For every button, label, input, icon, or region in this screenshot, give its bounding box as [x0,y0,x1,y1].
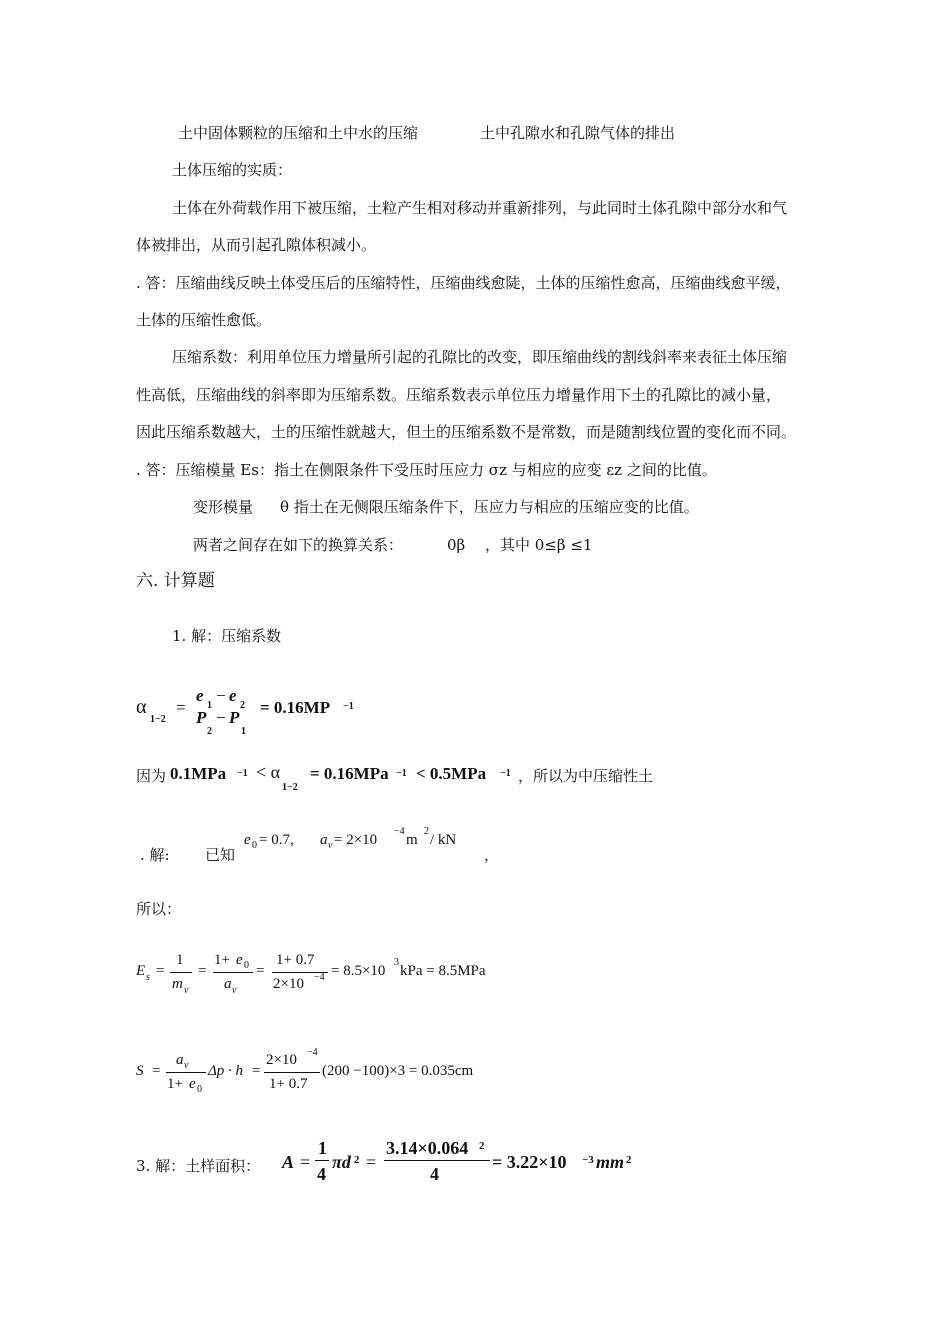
q2-label: . 解: [140,846,170,864]
es-lhs-sub: s [146,972,150,983]
text-line-12b: 0β [447,536,466,554]
text-line-6: 土体的压缩性愈低。 [136,311,272,329]
s-mid: Δp · h [208,1063,244,1079]
q3-f2-num-sup: 2 [479,1140,485,1152]
text-line-5: . 答：压缩曲线反映土体受压后的压缩特性，压缩曲线愈陡，土体的压缩性愈高，压缩曲线愈平缓， [136,274,791,292]
q1-formula [136,686,396,746]
f3-den: 2×10 [273,976,304,992]
s-eq-2: = [252,1063,261,1079]
text-line-7: 压缩系数：利用单位压力增量所引起的孔隙比的改变，即压缩曲线的割线斜率来表征土体压缩 [172,348,788,366]
e0-value: = 0.7, [259,832,294,848]
es-lhs: E [136,963,146,979]
f2-den-sub: v [232,985,237,996]
q2-so: 所以： [136,900,182,918]
f2-num-sub: 0 [244,960,249,971]
text-line-8: 性高低，压缩曲线的斜率即为压缩系数。压缩系数表示单位压力增量作用下土的孔隙比的减小量， [136,386,782,404]
text-line-2: 土体压缩的实质： [172,161,293,179]
q3-f1-num: 1 [318,1138,327,1158]
equals-sign: = [176,698,186,717]
denominator-minus: − [216,708,226,727]
q3-result: = 3.22×10 [492,1152,567,1172]
q3-label: 3. 解：土样面积： [136,1157,261,1175]
bound-high: < 0.5MPa [416,764,487,783]
av-unit: m [406,832,418,848]
s-num: a [176,1052,184,1068]
s-lhs: S [136,1063,144,1079]
av-symbol: a [320,832,328,848]
q3-pi-d: πd [332,1152,351,1172]
es-result-tail: kPa = 8.5MPa [400,963,486,979]
q3-f2-den: 4 [430,1164,439,1184]
q3-pi-sup: 2 [354,1154,360,1166]
av-subscript: v [328,840,333,851]
f3-den-sup: −4 [314,972,325,983]
bound-low-sup: −1 [237,768,248,779]
text-line-1b: 土中孔隙水和孔隙气体的排出 [480,124,676,142]
q1-result: = 0.16MP [260,698,331,717]
s-f-num: 2×10 [266,1052,297,1068]
bound-low: 0.1MPa [170,764,227,783]
numerator-minus: − [216,686,226,705]
av-unit-tail: / kN [430,832,457,848]
eq-3: = [256,963,265,979]
denominator-sub2: 2 [207,726,212,737]
q1-label: 1. 解：压缩系数 [172,627,282,645]
s-bar [166,1072,206,1073]
q2-given [244,826,484,856]
av-exponent: −4 [394,826,405,837]
denominator-sub1: 1 [241,726,246,737]
s-den-sub: 0 [197,1084,202,1095]
numerator-e2: e [229,686,237,705]
text-line-9: 因此压缩系数越大，土的压缩性就越大，但土的压缩系数不是常数，而是随割线位置的变化而不同。 [136,423,797,441]
q3-f1-den: 4 [317,1164,326,1184]
conclusion-text: ，所以为中压缩性土 [518,767,654,785]
alpha-subscript: 1−2 [150,714,166,725]
f2-num-e: e [236,952,243,968]
es-formula [136,950,536,1000]
denominator-p2: P [196,708,207,727]
text-line-3: 土体在外荷载作用下被压缩，土粒产生相对移动并重新排列，与此同时土体孔隙中部分水和气 [172,199,788,217]
s-eq: = [152,1063,161,1079]
q3-formula [282,1136,662,1192]
f2-bar [213,972,253,973]
f2-den: a [224,976,232,992]
text-line-1a: 土中固体颗粒的压缩和土中水的压缩 [178,124,419,142]
q3-f1-bar [315,1160,329,1161]
s-num-sub: v [184,1060,189,1071]
f2-num: 1+ [214,952,230,968]
av-value: = 2×10 [334,832,378,848]
less-than-alpha: < α [256,762,281,782]
s-f-num-sup: −4 [307,1047,318,1058]
middle-value-sup: −1 [396,768,407,779]
bound-high-sup: −1 [500,768,511,779]
q3-result-unit-sup: 2 [626,1154,632,1166]
q2-comma: ， [484,846,500,864]
es-result-sup: 3 [394,957,399,968]
text-line-11a: 变形模量 [193,498,254,516]
q3-eq-2: = [366,1152,377,1172]
numerator-e1: e [196,686,204,705]
q3-f2-num: 3.14×0.064 [386,1138,469,1158]
text-line-4: 体被排出，从而引起孔隙体积减小。 [136,236,377,254]
q1-because-line [136,762,736,796]
s-f-bar [264,1072,320,1073]
f1-bar [170,972,192,973]
s-den: 1+ [167,1076,183,1092]
s-den-e: e [189,1076,196,1092]
e0-symbol: e [244,832,251,848]
f1-den: m [172,976,183,992]
s-f-den: 1+ 0.7 [269,1076,308,1092]
e0-subscript: 0 [252,840,257,851]
middle-value: = 0.16MPa [310,764,389,783]
alpha-symbol: α [136,696,147,718]
q3-lhs: A [282,1152,295,1172]
q3-eq-1: = [300,1152,311,1172]
text-line-12c: ，其中 0≤β ≤1 [485,536,593,554]
f1-den-sub: v [184,985,189,996]
denominator-p1: P [229,708,240,727]
av-unit-sup: 2 [424,826,429,837]
f1-num: 1 [176,952,184,968]
q3-result-sup: −3 [582,1154,594,1166]
numerator-sub2: 2 [240,700,245,711]
q1-result-sup: −1 [343,701,354,712]
section-heading: 六. 计算题 [136,571,215,591]
q2-known: 已知 [205,846,236,864]
text-line-11b: θ 指土在无侧限压缩条件下，压应力与相应的压缩应变的比值。 [280,498,699,516]
s-result: (200 −100)×3 = 0.035cm [322,1063,474,1079]
s-formula [136,1047,536,1100]
q3-f2-bar [384,1160,490,1161]
f3-num: 1+ 0.7 [276,952,315,968]
because-prefix: 因为 [136,767,167,785]
q3-result-unit: mm [596,1152,625,1172]
text-line-10: . 答：压缩模量 Es：指土在侧限条件下受压时压应力 σz 与相应的应变 εz 之间的比值。 [136,461,717,479]
eq-1: = [156,963,165,979]
text-line-12a: 两者之间存在如下的换算关系： [193,536,404,554]
eq-2: = [198,963,207,979]
numerator-sub1: 1 [207,700,212,711]
alpha-subscript-2: 1−2 [282,782,298,793]
es-result: = 8.5×10 [331,963,386,979]
